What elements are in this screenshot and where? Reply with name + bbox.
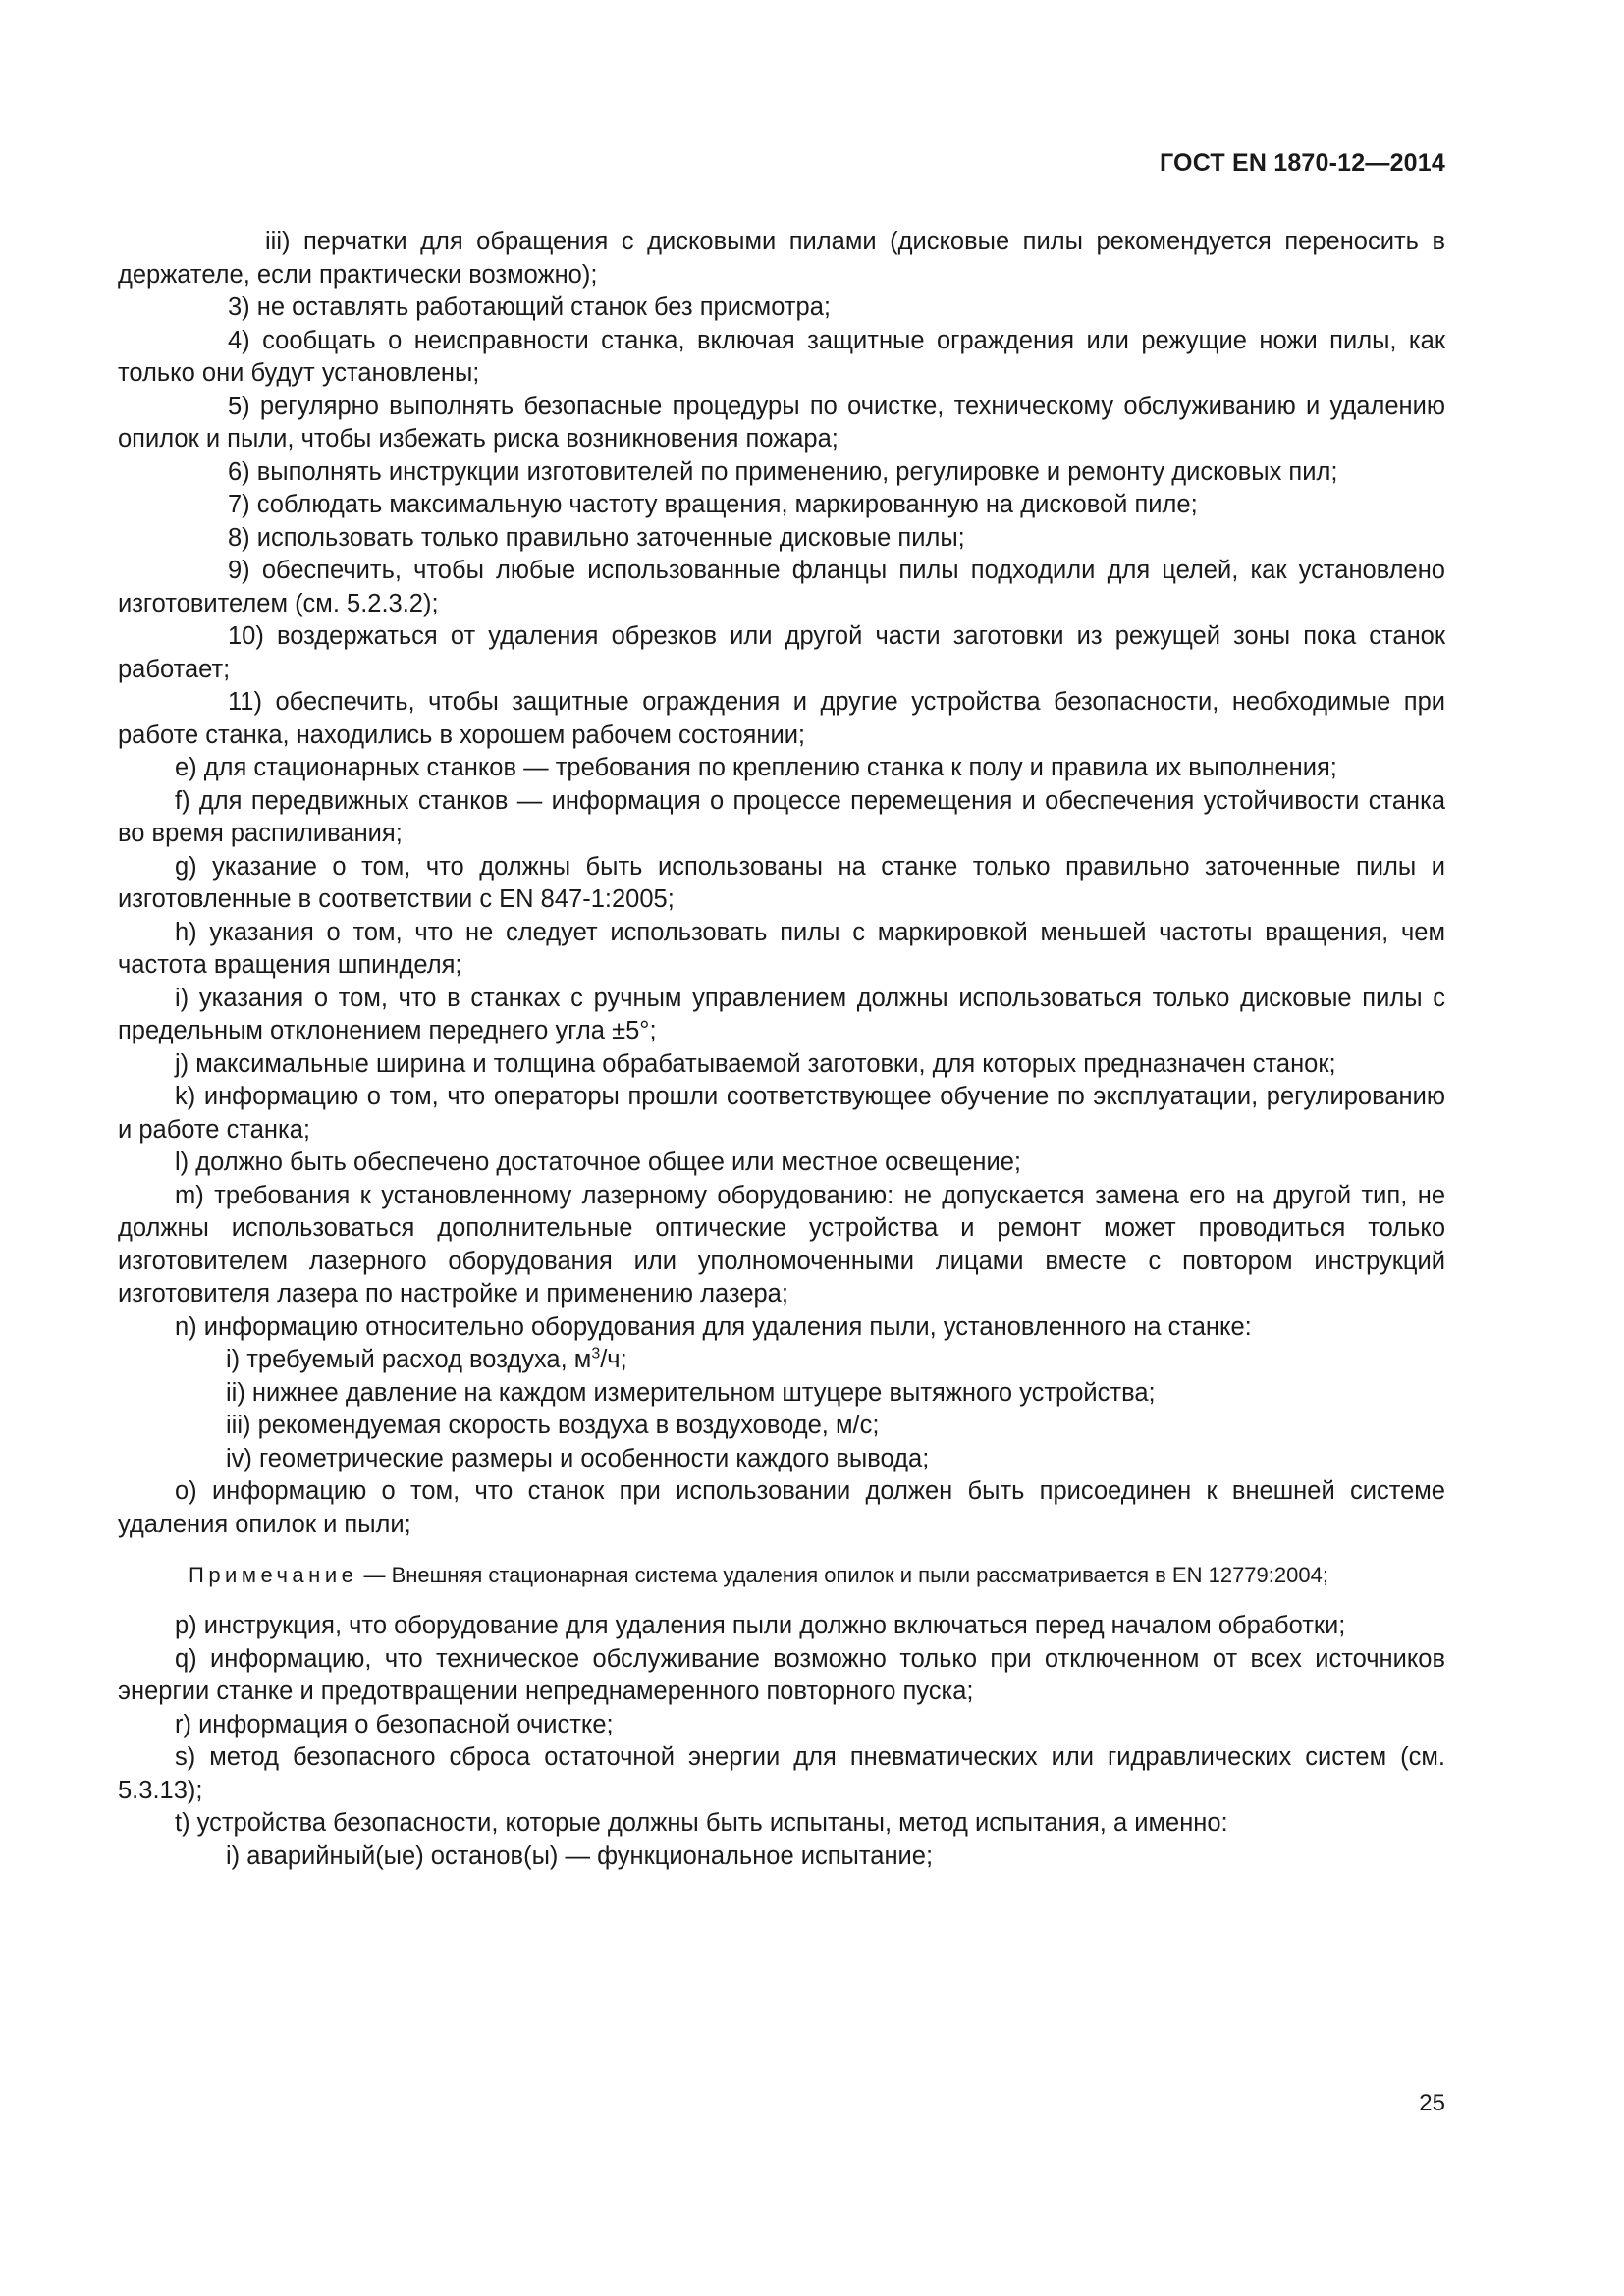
list-item-e: e) для стационарных станков — требования по креплению станка к полу и правила их выполнения; <box>175 754 1337 781</box>
list-item-iii-gloves: iii) перчатки для обращения с дисковыми пилами (дисковые пилы рекомендуется переносить в держателе, если практически возможно); <box>118 228 1445 289</box>
note-text: — Внешняя стационарная система удаления опилок и пыли рассматривается в EN 12779:2004; <box>357 1563 1328 1587</box>
list-item-6: 6) выполнять инструкции изготовителей по применению, регулировке и ремонту дисковых пил; <box>228 457 1338 486</box>
list-item-11: 11) обеспечить, чтобы защитные ограждения и другие устройства безопасности, необходимые при работе станка, находились в хорошем рабочем состоянии; <box>118 688 1445 749</box>
list-item-3: 3) не оставлять работающий станок без присмотра; <box>228 294 831 321</box>
list-item-q: q) информацию, что техническое обслуживание возможно только при отключенном от всех источников энергии станке и предотвращении непреднамеренного повторного пуска; <box>118 1644 1445 1705</box>
list-item-k: k) информацию о том, что операторы прошли соответствующее обучение по эксплуатации, регулированию и работе станка; <box>118 1083 1445 1144</box>
list-item-f: f) для передвижных станков — информация о процессе перемещения и обеспечения устойчивости станка во время распиливания; <box>118 786 1445 847</box>
list-item-l: l) должно быть обеспечено достаточное общее или местное освещение; <box>175 1148 1021 1176</box>
list-item-g: g) указание о том, что должны быть использованы на станке только правильно заточенные пилы и изготовленные в соответствии с EN 847-1:2005; <box>118 852 1445 913</box>
page-number: 25 <box>1419 2090 1445 2116</box>
list-item-n: n) информацию относительно оборудования для удаления пыли, установленного на станке: <box>175 1312 1252 1341</box>
document-body <box>118 226 1445 1873</box>
list-item-i: i) указания о том, что в станках с ручным управлением должны использоваться только дисковые пилы с предельным отклонением переднего угла ±5°; <box>118 984 1445 1044</box>
list-item-8: 8) использовать только правильно заточенные дисковые пилы; <box>228 523 965 552</box>
page-header: ГОСТ EN 1870-12—2014 <box>1160 149 1445 177</box>
list-item-t: t) устройства безопасности, которые должны быть испытаны, метод испытания, а именно: <box>175 1809 1228 1837</box>
note <box>118 1561 1445 1590</box>
list-item-m: m) требования к установленному лазерному оборудованию: не допускается замена его на другой тип, не должны использоваться дополнительные оптические устройства и ремонт может проводиться только изготовителем лазерного оборудования или уполномоченными лицами вместе с повтором инструкций изготовителя лазера по настройке и применению лазера; <box>118 1181 1445 1308</box>
list-item-o: o) информацию о том, что станок при использовании должен быть присоединен к внешней системе удаления опилок и пыли; <box>118 1477 1445 1538</box>
list-item-4: 4) сообщать о неисправности станка, включая защитные ограждения или режущие ножи пилы, как только они будут установлены; <box>118 326 1445 387</box>
list-item-p: p) инструкция, что оборудование для удаления пыли должно включаться перед началом обработки; <box>175 1612 1346 1639</box>
sub-item-n-iv: iv) геометрические размеры и особенности каждого вывода; <box>226 1444 930 1472</box>
list-item-5: 5) регулярно выполнять безопасные процедуры по очистке, техническому обслуживанию и удалению опилок и пыли, чтобы избежать риска возникновения пожара; <box>118 392 1445 453</box>
list-item-7: 7) соблюдать максимальную частоту вращения, маркированную на дисковой пиле; <box>228 491 1198 518</box>
list-item-s: s) метод безопасного сброса остаточной энергии для пневматических или гидравлических систем (см. 5.3.13); <box>118 1743 1445 1804</box>
list-item-10: 10) воздержаться от удаления обрезков или другой части заготовки из режущей зоны пока станок работает; <box>118 622 1445 683</box>
note-label: Примечание <box>189 1563 358 1587</box>
sub-item-n-ii: ii) нижнее давление на каждом измерительном штуцере вытяжного устройства; <box>226 1378 1156 1407</box>
list-item-r: r) информация о безопасной очистке; <box>175 1710 614 1738</box>
list-item-j: j) максимальные ширина и толщина обрабатываемой заготовки, для которых предназначен станок; <box>175 1049 1336 1078</box>
sub-item-n-iii: iii) рекомендуемая скорость воздуха в воздуховоде, м/с; <box>226 1412 880 1439</box>
sub-item-t-i: i) аварийный(ые) останов(ы) — функциональное испытание; <box>226 1842 934 1870</box>
sub-item-n-i: i) требуемый расход воздуха, $м^3/ч$; <box>226 1345 627 1373</box>
list-item-h: h) указания о том, что не следует использовать пилы с маркировкой меньшей частоты вращения, чем частота вращения шпинделя; <box>118 918 1445 979</box>
list-item-9: 9) обеспечить, чтобы любые использованные фланцы пилы подходили для целей, как установлено изготовителем (см. 5.2.3.2); <box>118 557 1445 617</box>
